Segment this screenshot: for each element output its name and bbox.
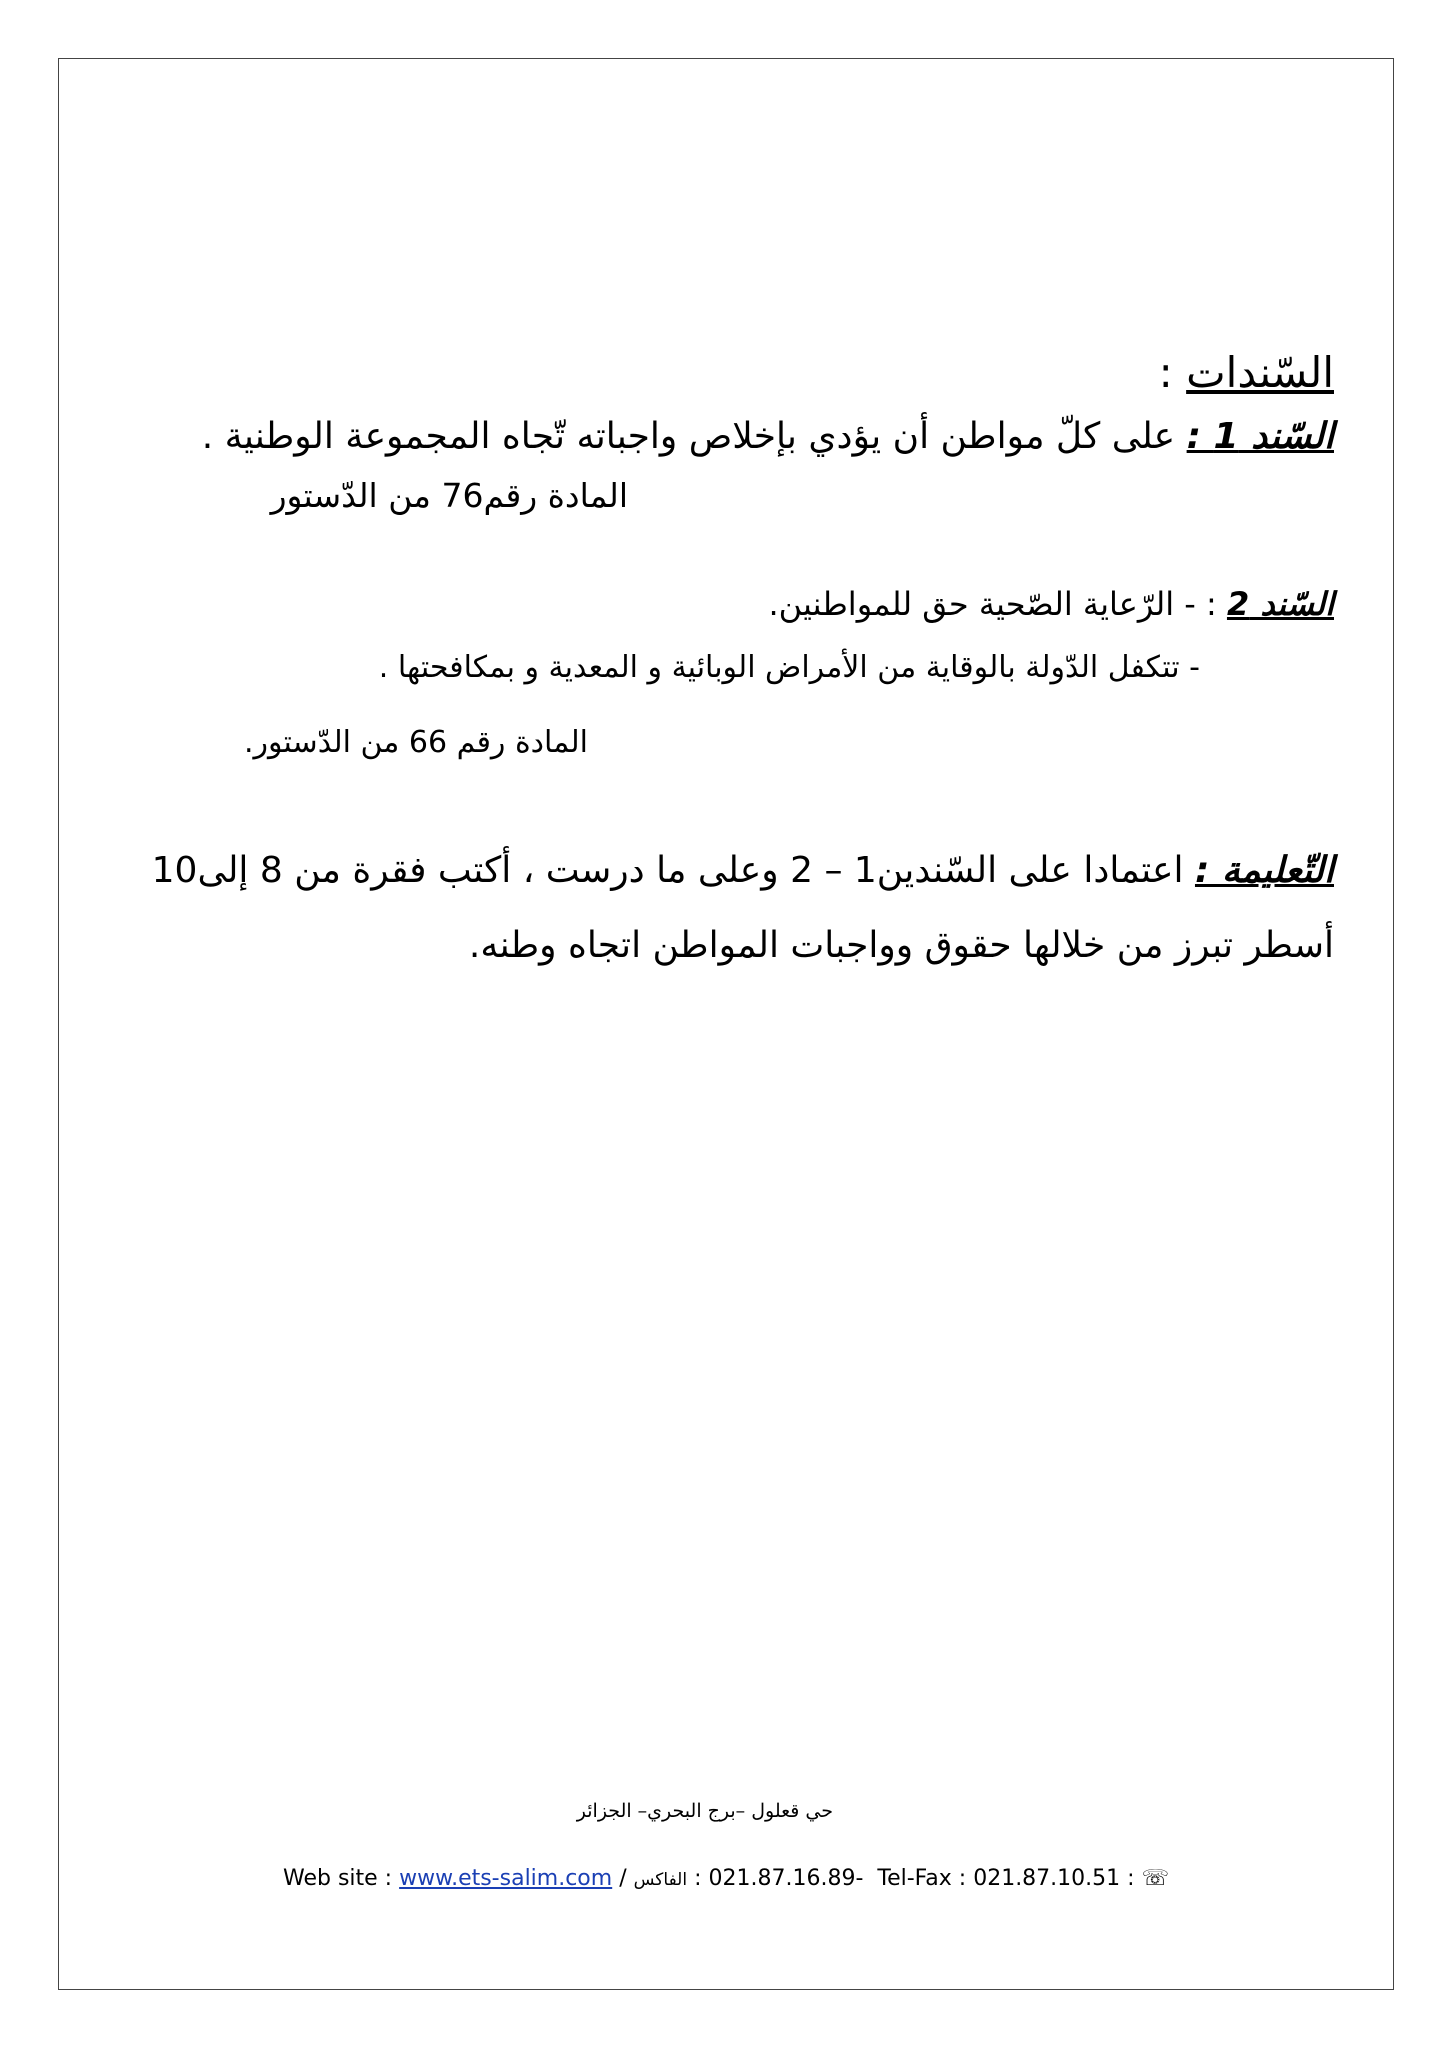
footer-phone: : 021.87.10.51 : [958,1866,1135,1891]
source-2-text: : - الرّعاية الصّحية حق للمواطنين. [768,585,1227,623]
source-2-label: السّند 2 [1226,585,1334,623]
footer-fax-number: : 021.87.16.89 [694,1866,856,1891]
source-1-reference: المادة رقم76 من الدّستور [270,476,628,515]
website-link[interactable]: www.ets-salim.com [399,1866,613,1891]
source-2 [768,585,1334,623]
footer-tel-fax-label: Tel-Fax [877,1866,952,1891]
source-2-bullet: - تتكفل الدّولة بالوقاية من الأمراض الوبائية و المعدية و بمكافحتها . [378,650,1200,685]
sources-heading-title: السّندات [1186,348,1334,397]
instruction-line-1: اعتمادا على السّندين1 – 2 وعلى ما درست ، أكتب فقرة من 8 إلى10 [151,850,1195,891]
footer-separator: - [855,1866,871,1891]
footer-fax-label: الفاكس [633,1870,688,1890]
sources-heading [1159,348,1334,397]
source-1-label: السّند 1 : [1186,416,1334,457]
source-2-reference: المادة رقم 66 من الدّستور. [243,725,588,760]
instruction-line-2: أسطر تبرز من خلالها حقوق وواجبات المواطن اتجاه وطنه. [468,925,1334,966]
footer-contact [283,1866,1169,1891]
source-1-text: على كلّ مواطن أن يؤدي بإخلاص واجباته تّجاه المجموعة الوطنية . [201,416,1187,457]
instruction-label: التّعليمة : [1194,850,1334,891]
phone-icon: ☏ [1141,1866,1170,1891]
footer-website-label: Web site : [283,1866,393,1891]
source-1 [202,416,1334,457]
footer-slash: / [619,1866,627,1891]
instruction [152,850,1334,891]
footer-address: حي قعلول –برج البحري– الجزائر [576,1800,833,1822]
sources-heading-colon: : [1158,348,1187,397]
